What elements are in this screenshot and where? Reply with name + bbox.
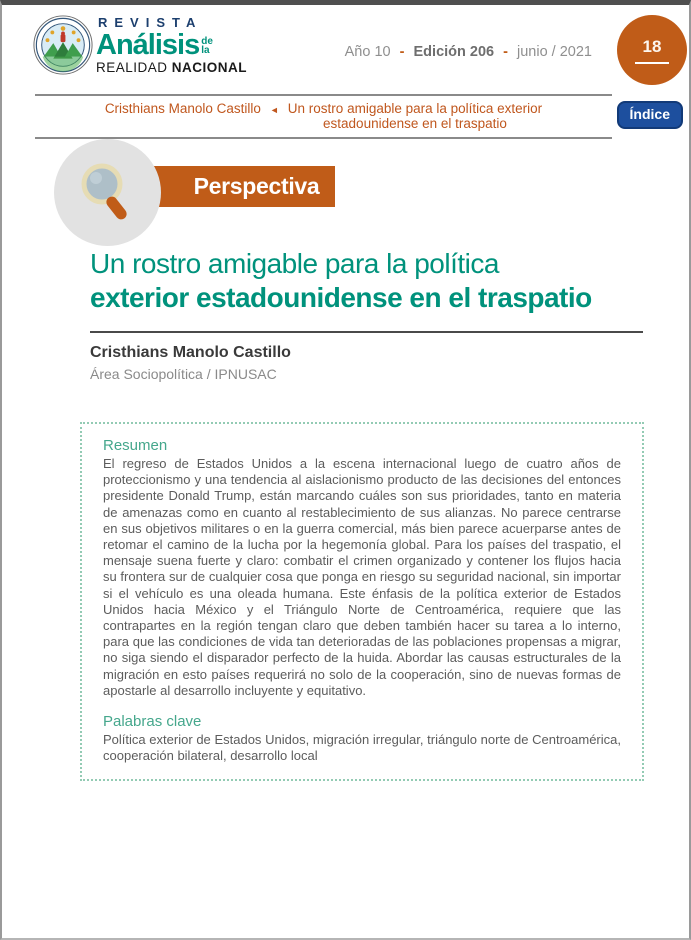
author-block bbox=[90, 344, 291, 382]
section-badge bbox=[152, 166, 335, 207]
edition-number: Edición 206 bbox=[413, 44, 495, 60]
title-divider bbox=[90, 331, 643, 333]
breadcrumb bbox=[35, 94, 612, 139]
separator-dash: - bbox=[399, 44, 405, 60]
indice-button[interactable]: Índice bbox=[617, 101, 683, 129]
magnifier-icon bbox=[69, 154, 147, 232]
section-badge-label: Perspectiva bbox=[193, 173, 320, 199]
page-number-badge bbox=[617, 15, 687, 85]
logo-dela-label: de la bbox=[201, 36, 213, 56]
keywords-body: Política exterior de Estados Unidos, migración irregular, triángulo norte de Centroamérica, cooperación bilateral, desarrollo local bbox=[103, 732, 621, 764]
abstract-body: El regreso de Estados Unidos a la escena internacional luego de cuatro años de proteccionismo y una tendencia al aislacionismo producto de las decisiones del entonces presidente Donald Trump, están marcando cuáles son sus prioridades, tanto en materia de amenazas como en cuanto al restablecimiento de sus alianzas. No parece centrarse en sus objetivos militares o en la guerra comercial, más bien parece acuerparse antes de retomar el camino de la lucha por la hegemonía global. Para los países del traspatio, el mensaje suena fuerte y claro: combatir el crimen organizado y contener los flujos hacia su frontera sur de cualquier cosa que ponga en riesgo su seguridad nacional, sin importar si el vehículo es una oleada humana. Este énfasis de la política exterior de Estados Unidos hacia México y el Triángulo Norte de Centroamérica, requiere que las contrapartes en la región tengan claro que deben también hacer su tarea a lo interno, para que las condiciones de vida tan deterioradas de las poblaciones propensas a migrar, no siga siendo el disparador perfecto de la huida. Abordar las causas estructurales de la migración en esto países requerirá no solo de la cooperación, sino de nuevas formas de apostarle al desarrollo incluyente y equitativo. bbox=[103, 456, 621, 698]
logo-analisis-label: Análisis bbox=[96, 29, 200, 61]
usac-university-seal-logo bbox=[32, 14, 94, 76]
separator-dash: - bbox=[503, 44, 508, 60]
edition-info bbox=[345, 44, 592, 60]
author-affiliation: Área Sociopolítica / IPNUSAC bbox=[90, 366, 277, 382]
abstract-heading: Resumen bbox=[103, 437, 168, 454]
edition-year: Año 10 bbox=[344, 44, 391, 60]
keywords-heading: Palabras clave bbox=[103, 713, 202, 731]
logo-realidad-nacional-label: REALIDAD NACIONAL bbox=[96, 60, 248, 75]
breadcrumb-article-title: Un rostro amigable para la política exterior estadounidense en el traspatio bbox=[287, 101, 543, 131]
left-triangle-icon: ◄ bbox=[269, 105, 279, 115]
author-name: Cristhians Manolo Castillo bbox=[90, 344, 291, 361]
page-number: 18 bbox=[642, 36, 662, 56]
edition-date: junio / 2021 bbox=[517, 44, 592, 60]
article-title: Un rostro amigable para la política exterior estadounidense en el traspatio bbox=[90, 248, 592, 313]
journal-logo bbox=[96, 16, 247, 75]
breadcrumb-author: Cristhians Manolo Castillo bbox=[104, 101, 261, 116]
section-icon-circle bbox=[54, 139, 161, 246]
abstract-box bbox=[80, 422, 644, 781]
logo-revista-label: REVISTA bbox=[98, 15, 203, 30]
page-number-underline bbox=[635, 62, 669, 64]
